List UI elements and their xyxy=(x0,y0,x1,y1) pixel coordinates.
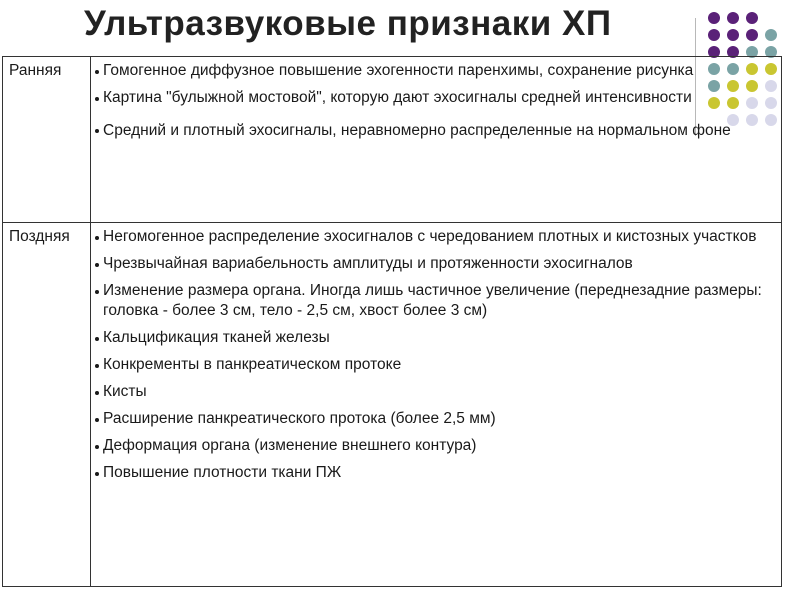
table-row-early xyxy=(3,57,782,223)
signs-table xyxy=(2,56,782,587)
bullet-dot xyxy=(95,97,99,101)
bullet-dot xyxy=(95,70,99,74)
bullet-dot xyxy=(95,129,99,133)
decorative-dot xyxy=(727,12,739,24)
list-item-text: Гомогенное диффузное повышение эхогенности паренхимы, сохранение рисунка xyxy=(103,62,694,79)
list-item-text: Кальцификация тканей железы xyxy=(103,329,330,346)
decorative-dot xyxy=(727,29,739,41)
decorative-dot xyxy=(708,29,720,41)
bullet-dot xyxy=(95,236,99,240)
bullet-dot xyxy=(95,290,99,294)
decorative-dot xyxy=(746,12,758,24)
signs-list xyxy=(91,57,782,223)
list-item xyxy=(95,382,775,402)
list-item xyxy=(95,227,775,247)
list-item xyxy=(95,115,775,147)
decorative-dot xyxy=(708,12,720,24)
stage-label: Ранняя xyxy=(3,57,91,223)
decorative-dot xyxy=(746,29,758,41)
signs-list xyxy=(91,223,782,587)
bullet-dot xyxy=(95,472,99,476)
bullet-dot xyxy=(95,337,99,341)
slide-title: Ультразвуковые признаки ХП xyxy=(84,4,612,43)
list-item-text: Средний и плотный эхосигналы, неравномерно распределенные на нормальном фоне xyxy=(103,122,731,139)
bullet-dot xyxy=(95,418,99,422)
list-item-text: Кисты xyxy=(103,383,147,400)
list-item xyxy=(95,355,775,375)
list-item xyxy=(95,463,775,483)
stage-label: Поздняя xyxy=(3,223,91,587)
list-item xyxy=(95,88,775,108)
list-item-text: Чрезвычайная вариабельность амплитуды и протяженности эхосигналов xyxy=(103,255,633,272)
table-row-late xyxy=(3,223,782,587)
decorative-dot xyxy=(765,29,777,41)
list-item-text: Изменение размера органа. Иногда лишь частичное увеличение (переднезадние размеры: головка - более 3 см, тело - 2,5 см, хвост более 3 см) xyxy=(103,282,762,319)
bullet-dot xyxy=(95,445,99,449)
bullet-dot xyxy=(95,364,99,368)
list-item-text: Деформация органа (изменение внешнего контура) xyxy=(103,437,477,454)
list-item-text: Расширение панкреатического протока (более 2,5 мм) xyxy=(103,410,496,427)
list-item-text: Конкременты в панкреатическом протоке xyxy=(103,356,402,373)
list-item xyxy=(95,61,775,81)
list-item-text: Повышение плотности ткани ПЖ xyxy=(103,464,342,481)
list-item-text: Картина "булыжной мостовой", которую дают эхосигналы средней интенсивности xyxy=(103,89,692,106)
list-item xyxy=(95,281,775,321)
list-item xyxy=(95,436,775,456)
list-item xyxy=(95,409,775,429)
bullet-dot xyxy=(95,391,99,395)
list-item xyxy=(95,254,775,274)
list-item xyxy=(95,328,775,348)
list-item-text: Негомогенное распределение эхосигналов с чередованием плотных и кистозных участков xyxy=(103,228,757,245)
bullet-dot xyxy=(95,263,99,267)
